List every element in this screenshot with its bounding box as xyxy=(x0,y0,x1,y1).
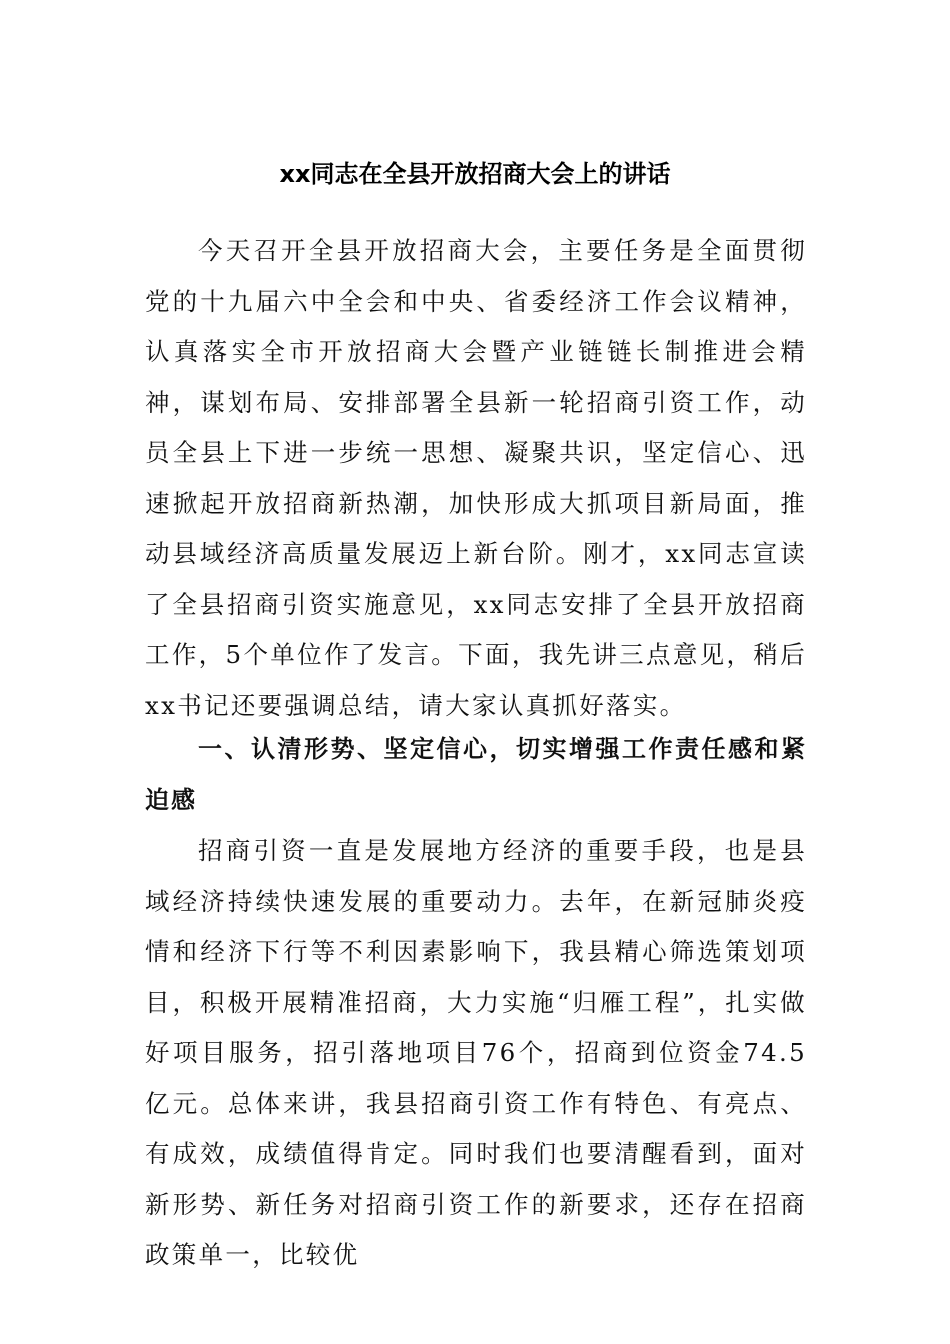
paragraph-intro: 今天召开全县开放招商大会，主要任务是全面贯彻党的十九届六中全会和中央、省委经济工作会议精神，认真落实全市开放招商大会暨产业链链长制推进会精神，谋划布局、安排部署全县新一轮招商引资工作，动员全县上下进一步统一思想、凝聚共识，坚定信心、迅速掀起开放招商新热潮，加快形成大抓项目新局面，推动县域经济高质量发展迈上新台阶。刚才，xx同志宣读了全县招商引资实施意见，xx同志安排了全县开放招商工作，5个单位作了发言。下面，我先讲三点意见，稍后xx书记还要强调总结，请大家认真抓好落实。 xyxy=(145,236,807,720)
document-title: xx同志在全县开放招商大会上的讲话 xyxy=(279,160,671,188)
section-heading-1: 一、认清形势、坚定信心，切实增强工作责任感和紧迫感 xyxy=(145,735,807,814)
paragraph-section-1: 招商引资一直是发展地方经济的重要手段，也是县域经济持续快速发展的重要动力。去年，在新冠肺炎疫情和经济下行等不利因素影响下，我县精心筛选策划项目，积极开展精准招商，大力实施“归雁工程”，扎实做好项目服务，招引落地项目76个，招商到位资金74.5亿元。总体来讲，我县招商引资工作有特色、有亮点、有成效，成绩值得肯定。同时我们也要清醒看到，面对新形势、新任务对招商引资工作的新要求，还存在招商政策单一，比较优 xyxy=(145,836,807,1269)
